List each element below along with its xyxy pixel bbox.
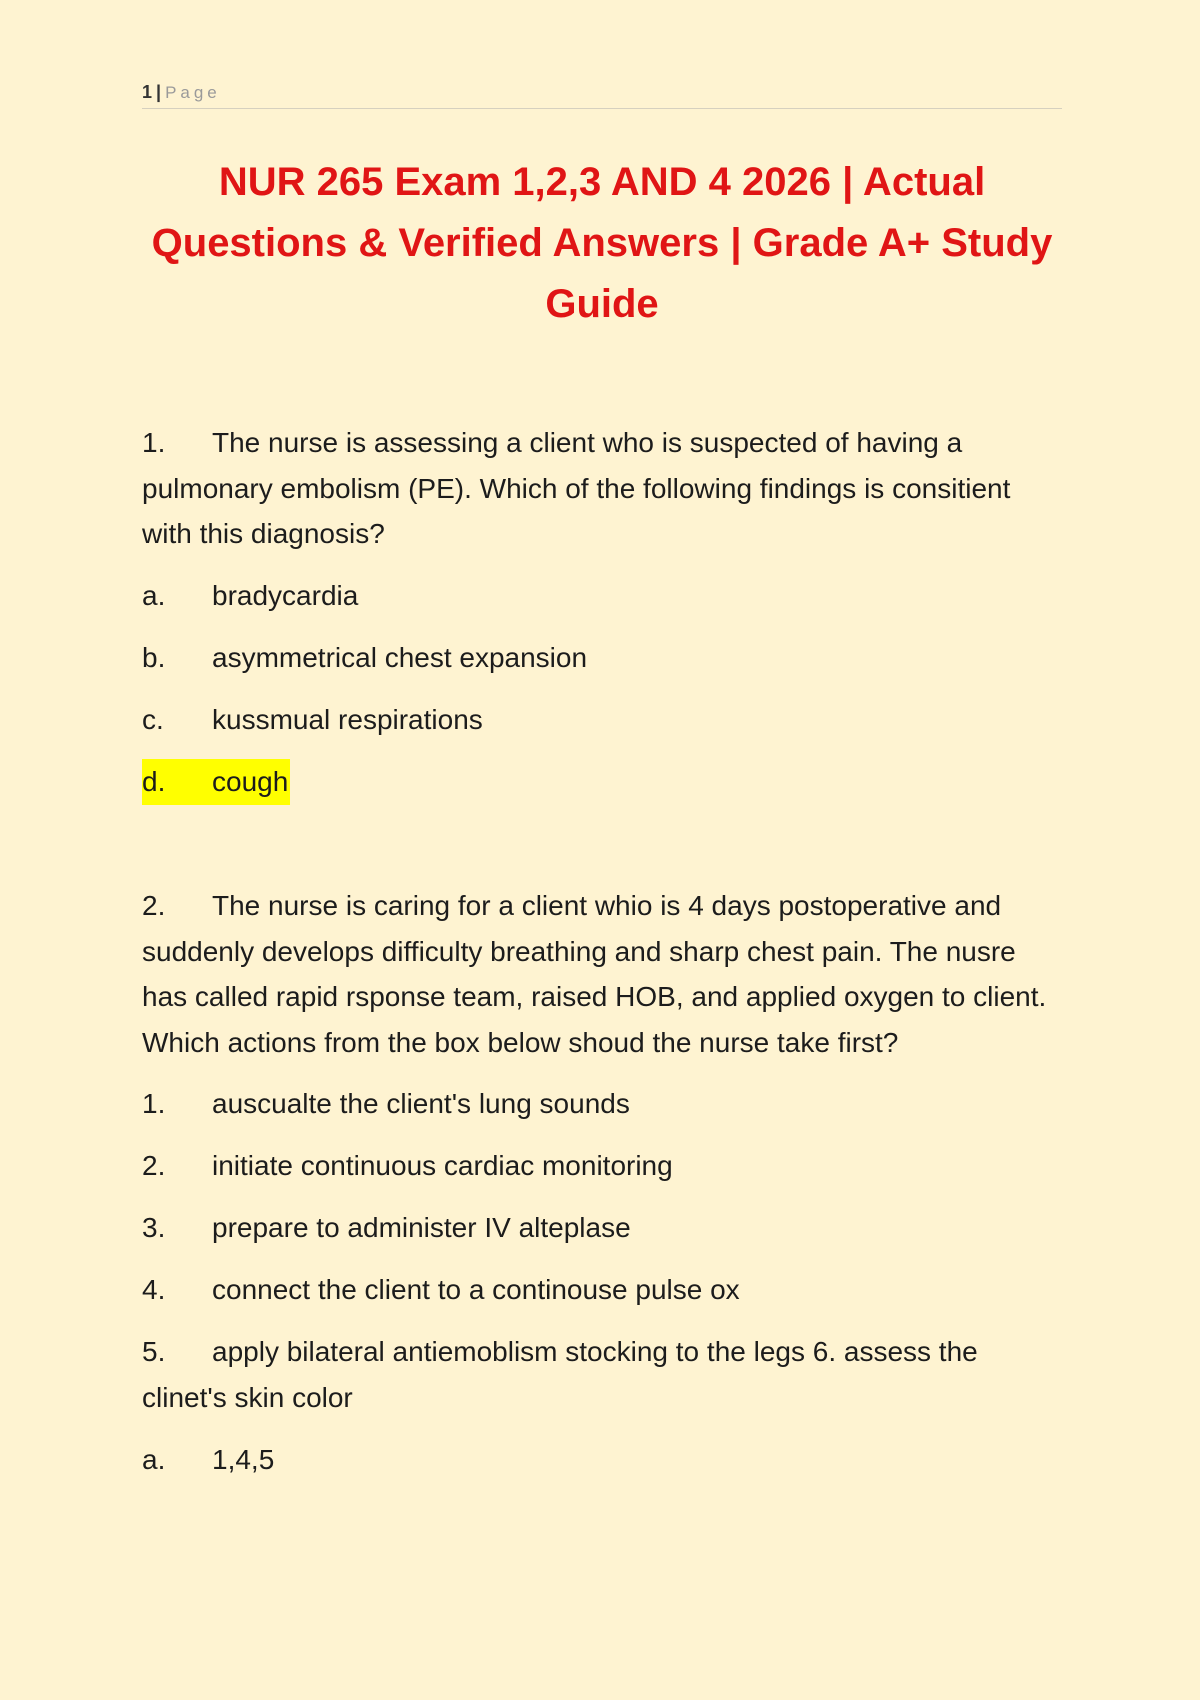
box-item-text: auscualte the client's lung sounds [212,1088,630,1119]
box-item-text: prepare to administer IV alteplase [212,1212,631,1243]
option-text: kussmual respirations [212,703,483,735]
box-item-number: 3. [142,1212,166,1243]
question-text: The nurse is caring for a client whio is 4 days postoperative and suddenly develops difficulty breathing and sharp chest pain. The nusre has called rapid rsponse team, raised HOB, and applied oxygen to client. Which actions from the box below shoud the nurse take first? [142,890,1047,1058]
answer-option-c [142,697,485,743]
question-2 [142,883,1062,1499]
answer-option-a [142,573,360,619]
option-letter: a. [142,579,166,611]
option-letter: a. [142,1444,166,1475]
question-stem [142,883,1062,1065]
option-text: cough [212,765,289,797]
option-letter: b. [142,641,166,673]
box-item-text: initiate continuous cardiac monitoring [212,1150,673,1181]
box-item-1 [142,1081,1062,1127]
box-item-number: 1. [142,1088,166,1119]
box-item-number: 5. [142,1336,166,1367]
page-separator: | [156,82,162,102]
box-item-text: connect the client to a continouse pulse ox [212,1274,740,1305]
question-1 [142,420,1062,821]
question-number: 2. [142,890,166,921]
box-item-text: apply bilateral antiemoblism stocking to the legs 6. assess the clinet's skin color [142,1336,978,1413]
box-item-4 [142,1267,1062,1313]
box-item-2 [142,1143,1062,1189]
question-text: The nurse is assessing a client who is suspected of having a pulmonary embolism (PE). Which of the following findings is consitient with this diagnosis? [142,427,1011,549]
option-text: asymmetrical chest expansion [212,641,588,673]
box-item-number: 2. [142,1150,166,1181]
box-item-number: 4. [142,1274,166,1305]
answer-option-d-highlighted [142,759,290,805]
option-text: 1,4,5 [212,1444,275,1475]
question-stem [142,420,1062,557]
document-title: NUR 265 Exam 1,2,3 AND 4 2026 | Actual Questions & Verified Answers | Grade A+ Study Guide [151,160,1053,326]
page-number: 1 [142,82,153,102]
page-label: Page [165,83,221,102]
question-number: 1. [142,427,166,458]
option-letter: c. [142,703,164,735]
answer-option-a [142,1437,276,1483]
box-item-5 [142,1329,1062,1421]
page-header [142,80,1062,109]
option-text: bradycardia [212,579,359,611]
box-item-3 [142,1205,1062,1251]
answer-option-b [142,635,589,681]
option-letter: d. [142,765,166,797]
